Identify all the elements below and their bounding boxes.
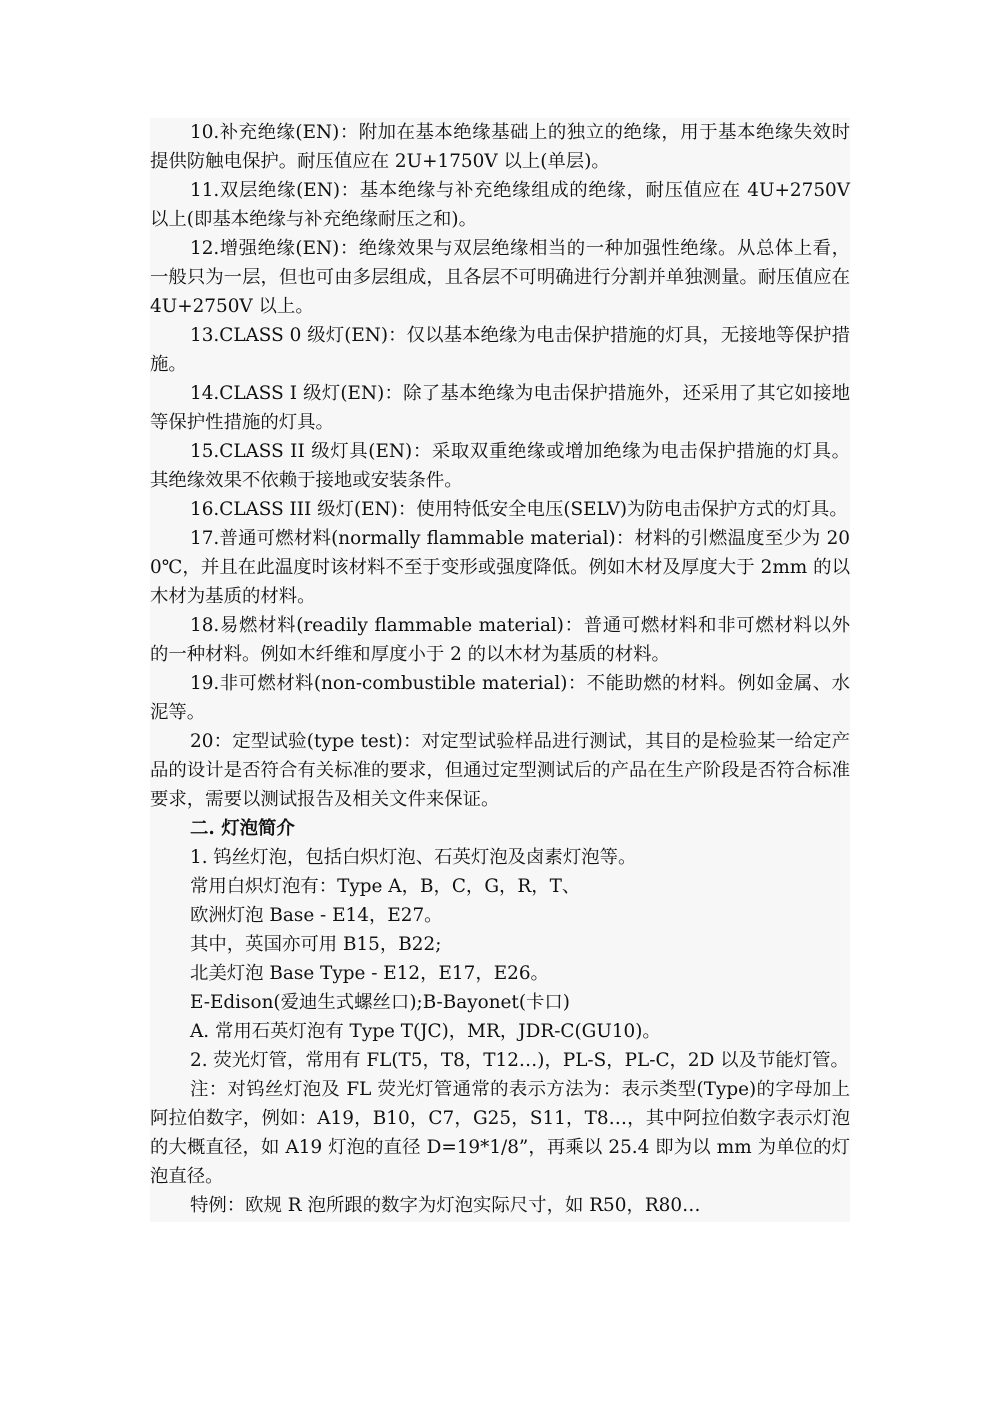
line-uk-base: 其中，英国亦可用 B15，B22;	[190, 934, 442, 955]
paragraph-class-i: 14.CLASS I 级灯(EN)：除了基本绝缘为电击保护措施外，还采用了其它如接地等保护性措施的灯具。	[150, 383, 850, 433]
line-base-legend: E-Edison(爱迪生式螺丝口);B-Bayonet(卡口)	[190, 992, 570, 1013]
paragraph-supplementary-insulation: 10.补充绝缘(EN)：附加在基本绝缘基础上的独立的绝缘，用于基本绝缘失效时提供防触电保护。耐压值应在 2U+1750V 以上(单层)。	[150, 122, 850, 172]
line-quartz-bulbs: A. 常用石英灯泡有 Type T(JC)，MR，JDR-C(GU10)。	[190, 1021, 661, 1042]
paragraph-readily-flammable: 18.易燃材料(readily flammable material)：普通可燃材料和非可燃材料以外的一种材料。例如木纤维和厚度小于 2 的以木材为基质的材料。	[150, 615, 850, 665]
line-european-base: 欧洲灯泡 Base - E14，E27。	[190, 905, 443, 926]
paragraph-class-0: 13.CLASS 0 级灯(EN)：仅以基本绝缘为电击保护措施的灯具，无接地等保护措施。	[150, 325, 850, 375]
paragraph-reinforced-insulation: 12.增强绝缘(EN)：绝缘效果与双层绝缘相当的一种加强性绝缘。从总体上看，一般只为一层，但也可由多层组成，且各层不可明确进行分割并单独测量。耐压值应在 4U+2750V 以上。	[150, 238, 850, 317]
paragraph-double-insulation: 11.双层绝缘(EN)：基本绝缘与补充绝缘组成的绝缘，耐压值应在 4U+2750V 以上(即基本绝缘与补充绝缘耐压之和)。	[150, 180, 850, 230]
section-heading: 二. 灯泡简介	[190, 818, 295, 839]
document-body	[150, 118, 850, 1222]
paragraph-non-combustible: 19.非可燃材料(non-combustible material)：不能助燃的材料。例如金属、水泥等。	[150, 673, 850, 723]
line-tungsten-bulbs: 1. 钨丝灯泡，包括白炽灯泡、石英灯泡及卤素灯泡等。	[190, 847, 637, 868]
paragraph-type-test: 20：定型试验(type test)：对定型试验样品进行测试，其目的是检验某一给定产品的设计是否符合有关标准的要求，但通过定型测试后的产品在生产阶段是否符合标准要求，需要以测试报告及相关文件来保证。	[150, 731, 850, 810]
line-north-america-base: 北美灯泡 Base Type - E12，E17，E26。	[190, 963, 549, 984]
line-incandescent-types: 常用白炽灯泡有：Type A，B，C，G，R，T、	[190, 876, 581, 897]
note-designation: 注：对钨丝灯泡及 FL 荧光灯管通常的表示方法为：表示类型(Type)的字母加上阿拉伯数字，例如：A19，B10，C7，G25，S11，T8…，其中阿拉伯数字表示灯泡的大概直径，如 A19 灯泡的直径 D=19*1/8”，再乘以 25.4 即为以 mm 为单位的灯泡直径。	[150, 1079, 850, 1187]
paragraph-class-ii: 15.CLASS II 级灯具(EN)：采取双重绝缘或增加绝缘为电击保护措施的灯具。其绝缘效果不依赖于接地或安装条件。	[150, 441, 850, 491]
line-fluorescent-tubes: 2. 荧光灯管，常用有 FL(T5，T8，T12…)，PL-S，PL-C，2D 以及节能灯管。	[190, 1050, 849, 1071]
paragraph-class-iii: 16.CLASS III 级灯(EN)：使用特低安全电压(SELV)为防电击保护方式的灯具。	[190, 499, 848, 520]
paragraph-normally-flammable: 17.普通可燃材料(normally flammable material)：材料的引燃温度至少为 200℃，并且在此温度时该材料不至于变形或强度降低。例如木材及厚度大于 2mm 的以木材为基质的材料。	[150, 528, 850, 607]
line-special-case: 特例：欧规 R 泡所跟的数字为灯泡实际尺寸，如 R50，R80…	[190, 1195, 701, 1216]
